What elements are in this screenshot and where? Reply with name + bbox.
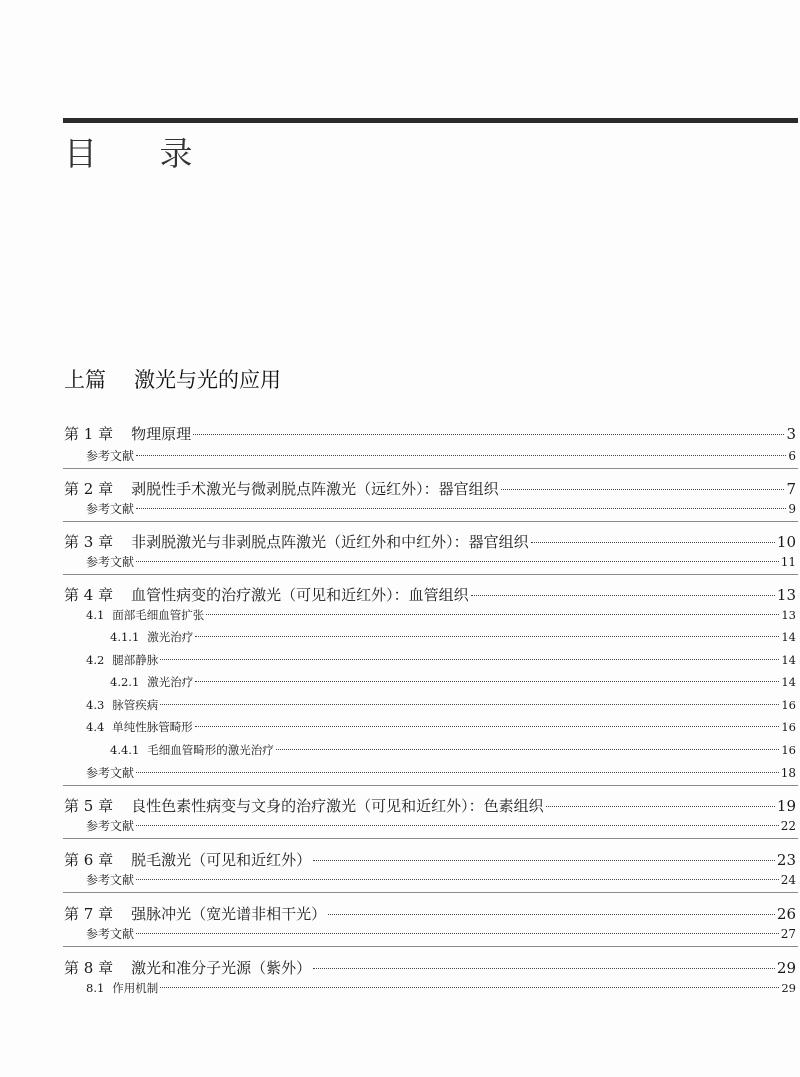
toc-page-number: 24 [780,873,796,887]
toc-entry-number: 4.2.1 [110,675,140,689]
toc-entry-number: 4.3 [86,698,105,712]
toc-entry-label [86,817,134,834]
toc-entry-label [86,697,158,713]
toc-entry-number: 4.2 [86,653,105,667]
toc-page-number: 22 [780,819,796,833]
toc-entry-title: 激光和准分子光源（紫外） [131,959,312,977]
toc-entry-title: 良性色素性病变与文身的治疗激光（可见和近红外）：色素组织 [131,797,544,815]
toc-entry-label [64,795,544,816]
toc-page-number: 13 [776,586,796,604]
dot-leader [206,614,779,615]
toc-entry-label [110,674,193,690]
dot-leader [195,726,780,727]
section-divider [63,468,798,469]
toc-entry-label [86,553,134,570]
toc-reference-entry [86,500,796,517]
toc-entry-label [64,423,191,444]
section-divider [63,574,798,575]
toc-section-entry [86,719,796,735]
toc-entry-label [64,903,326,924]
toc-entry-label [86,925,134,942]
dot-leader [136,508,786,509]
toc-reference-entry [86,925,796,942]
toc-page-number: 14 [781,630,796,644]
toc-page-number: 27 [780,927,796,941]
toc-entry-number: 第 5 章 [64,797,114,815]
toc-entry-title: 血管性病变的治疗激光（可见和近红外）：血管组织 [131,586,469,604]
toc-page-number: 16 [781,698,796,712]
toc-page-number: 14 [781,675,796,689]
toc-entry-title: 脉管疾病 [112,698,159,712]
toc-entry-label [86,764,134,781]
dot-leader [193,434,784,435]
toc-entry-label [86,652,158,668]
toc-entry-number: 4.4 [86,720,105,734]
toc-section-entry [110,674,796,690]
dot-leader [136,561,779,562]
toc-entry-title: 腿部静脉 [112,653,159,667]
toc-entry-title: 参考文献 [86,927,135,941]
toc-page-number: 3 [786,425,796,443]
toc-section-entry [86,980,796,996]
toc-entry-label [86,500,134,517]
dot-leader [546,806,775,807]
section-divider [63,946,798,947]
toc-entry-number: 4.4.1 [110,743,140,757]
page-title: 目 录 [64,134,219,173]
toc-section-entry [110,629,796,645]
dot-leader [313,968,775,969]
dot-leader [328,914,775,915]
toc-section-entry [86,652,796,668]
toc-entry-label [64,957,311,978]
toc-entry-number: 第 2 章 [64,480,114,498]
toc-entry-title: 面部毛细血管扩张 [112,608,205,622]
toc-reference-entry [86,871,796,888]
toc-entry-title: 非剥脱激光与非剥脱点阵激光（近红外和中红外）：器官组织 [131,533,529,551]
toc-page-number: 14 [781,653,796,667]
toc-page-number: 16 [781,720,796,734]
toc-entry-number: 第 6 章 [64,851,114,869]
toc-entry-label [110,742,274,758]
dot-leader [160,659,779,660]
toc-entry-title: 参考文献 [86,502,135,516]
toc-entry-label [64,584,469,605]
toc-entry-label [86,980,158,996]
toc-reference-entry [86,764,796,781]
toc-section-entry [86,607,796,623]
toc-entry-title: 激光治疗 [147,675,194,689]
toc-entry-label [86,447,134,464]
section-divider [63,785,798,786]
toc-entry-number: 第 8 章 [64,959,114,977]
toc-entry-number: 第 4 章 [64,586,114,604]
toc-entry-label [110,629,193,645]
dot-leader [160,987,779,988]
toc-entry-title: 参考文献 [86,555,135,569]
toc-entry-title: 物理原理 [131,425,192,443]
toc-chapter-entry [64,584,796,605]
toc-entry-label [86,719,193,735]
toc-page-number: 9 [788,502,796,516]
toc-entry-title: 强脉冲光（宽光谱非相干光） [131,905,327,923]
toc-page-number: 6 [788,449,796,463]
toc-entry-title: 剥脱性手术激光与微剥脱点阵激光（远红外）：器官组织 [131,480,499,498]
toc-page-number: 7 [786,480,796,498]
dot-leader [136,772,779,773]
toc-reference-entry [86,447,796,464]
dot-leader [160,704,779,705]
toc-entry-number: 4.1 [86,608,105,622]
dot-leader [276,749,780,750]
toc-page-number: 29 [776,959,796,977]
toc-entry-title: 参考文献 [86,873,135,887]
toc-entry-number: 第 7 章 [64,905,114,923]
dot-leader [313,860,775,861]
toc-page-number: 10 [776,533,796,551]
toc-section-entry [86,697,796,713]
section-divider [63,838,798,839]
toc-entry-number: 4.1.1 [110,630,140,644]
toc-page-number: 16 [781,743,796,757]
toc-entry-title: 参考文献 [86,819,135,833]
toc-chapter-entry [64,423,796,444]
section-divider [63,892,798,893]
dot-leader [136,933,779,934]
toc-entry-label [64,478,499,499]
dot-leader [136,879,779,880]
dot-leader [501,489,785,490]
toc-page-number: 23 [776,851,796,869]
toc-page-number: 11 [780,555,796,569]
toc-page-number: 26 [776,905,796,923]
toc-entry-number: 第 1 章 [64,425,114,443]
toc-page-number: 13 [781,608,796,622]
toc-reference-entry [86,817,796,834]
toc-entry-title: 脱毛激光（可见和近红外） [131,851,312,869]
toc-chapter-entry [64,957,796,978]
toc-entry-label [64,531,529,552]
toc-entry-number: 第 3 章 [64,533,114,551]
toc-entry-title: 作用机制 [112,981,159,995]
toc-entry-number: 8.1 [86,981,105,995]
dot-leader [195,681,779,682]
toc-entry-title: 参考文献 [86,766,135,780]
toc-chapter-entry [64,903,796,924]
toc-chapter-entry [64,478,796,499]
toc-page-number: 29 [781,981,796,995]
toc-entry-title: 激光治疗 [147,630,194,644]
toc-chapter-entry [64,795,796,816]
section-divider [63,521,798,522]
toc-section-entry [110,742,796,758]
part-label: 上篇 [64,368,106,392]
toc-entry-label [64,849,311,870]
toc-chapter-entry [64,849,796,870]
toc-entry-title: 参考文献 [86,449,135,463]
toc-chapter-entry [64,531,796,552]
toc-reference-entry [86,553,796,570]
toc-entry-title: 毛细血管畸形的激光治疗 [147,743,274,757]
dot-leader [136,825,779,826]
dot-leader [195,636,779,637]
dot-leader [136,455,786,456]
toc-entry-title: 单纯性脉管畸形 [112,720,193,734]
toc-page-number: 18 [780,766,796,780]
toc-entry-label [86,871,134,888]
part-name: 激光与光的应用 [134,368,281,392]
dot-leader [531,542,775,543]
toc-entry-label [86,607,204,623]
toc-page-number: 19 [776,797,796,815]
dot-leader [471,595,775,596]
